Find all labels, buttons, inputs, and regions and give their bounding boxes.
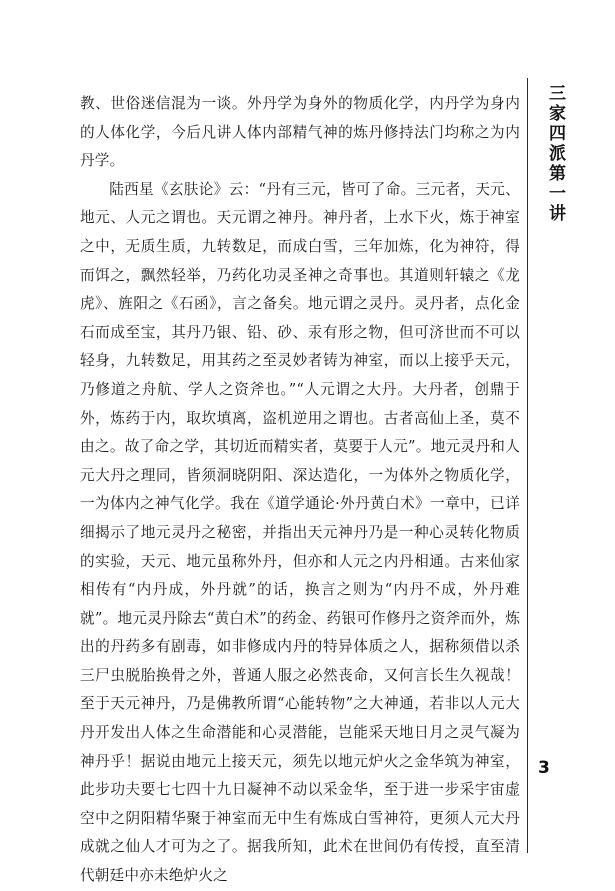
paragraph-continuation: 教、世俗迷信混为一谈。外丹学为身外的物质化学，内丹学为身内的人体化学，今后凡讲人体内部精气神的炼丹修持法门均称之为内丹学。 [80, 95, 520, 170]
body-text [80, 90, 520, 891]
page-number: 3 [538, 758, 550, 778]
running-head-chapter-title: 三家四派第一讲 [545, 84, 565, 224]
paragraph-main: 陆西星《玄肤论》云：“丹有三元，皆可了命。三元者，天元、地元、人元之谓也。天元谓之神丹。神丹者，上水下火，炼于神室之中，无质生质，九转数足，而成白雪，三年加炼，化为神符，得而饵之，飘然轻举，乃药化功灵圣神之奇事也。其道则轩辕之《龙虎》、旌阳之《石函》，言之备矣。地元谓之灵丹。灵丹者，点化金石而成至宝，其丹乃银、铅、砂、汞有形之物，但可济世而不可以轻身，九转数足，用其药之至灵妙者铸为神室，而以上接乎天元，乃修道之舟航、学人之资斧也。”“人元谓之大丹。大丹者，创鼎于外，炼药于内，取坎填离，盗机逆用之谓也。古者高仙上圣，莫不由之。故了命之学，其切近而精实者，莫要于人元”。地元灵丹和人元大丹之理同，皆须洞晓阴阳、深达造化，一为体外之物质化学，一为体内之神气化学。我在《道学通论·外丹黄白术》一章中，已详细揭示了地元灵丹之秘密，并指出天元神丹乃是一种心灵转化物质的实验，天元、地元虽称外丹，但亦和人元之内丹相通。古来仙家相传有“内丹成，外丹就”的话，换言之则为“内丹不成，外丹难就”。地元灵丹除去“黄白术”的药金、药银可作修丹之资斧而外，炼出的丹药多有剧毒，如非修成内丹的特异体质之人，据称须借以杀三尸虫脱胎换骨之外，普通人服之必然丧命，又何言长生久视哉！至于天元神丹，乃是佛教所谓“心能转物”之大神通，若非以人元大丹开发出人体之生命潜能和心灵潜能，岂能采天地日月之灵气凝为神丹乎！据说由地元上接天元，须先以地元炉火之金华筑为神室，此步功夫要七七四十九日凝神不动以采金华，至于进一步采宇宙虚空中之阴阳精华聚于神室而无中生有炼成白雪神符，更须人元大丹成就之仙人才可为之了。据我所知，此术在世间仍有传授，直至清代朝廷中亦未绝炉火之 [80, 180, 520, 885]
margin-divider [527, 78, 528, 853]
